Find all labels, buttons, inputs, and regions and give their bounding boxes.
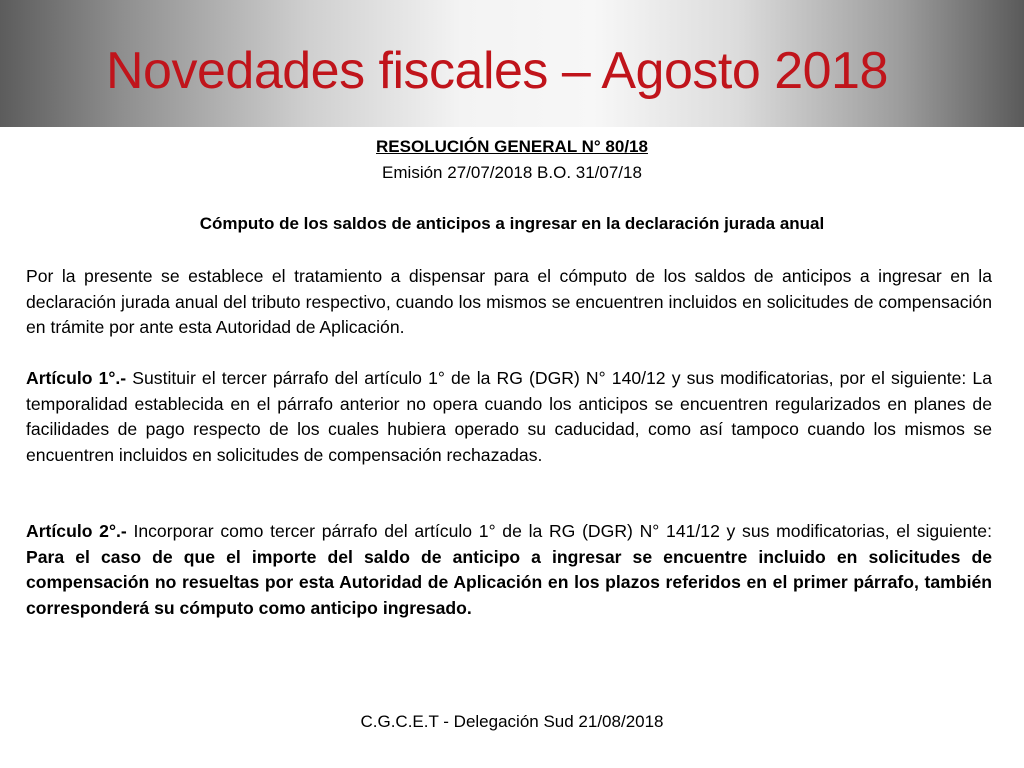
article-2-bold-text: Para el caso de que el importe del saldo de anticipo a ingresar se encuentre incluido en solicitudes de compensación no resueltas por esta Autoridad de Aplicación en los plazos referidos en el primer párrafo, también corresponderá su cómputo como anticipo ingresado.: [26, 546, 992, 618]
article-2-text: Incorporar como tercer párrafo del artículo 1° de la RG (DGR) N° 141/12 y sus modificatorias, el siguiente:: [126, 521, 992, 541]
resolution-subject: Cómputo de los saldos de anticipos a ingresar en la declaración jurada anual: [199, 214, 825, 233]
page-title: Novedades fiscales – Agosto 2018: [106, 42, 888, 100]
resolution-heading: RESOLUCIÓN GENERAL N° 80/18: [376, 137, 648, 156]
intro-paragraph: [26, 264, 992, 341]
article-2-paragraph: [26, 519, 992, 621]
article-1-paragraph: [26, 366, 992, 468]
footer-credit: C.G.C.E.T - Delegación Sud 21/08/2018: [360, 712, 664, 731]
article-1-label: Artículo 1°.-: [26, 368, 127, 388]
header-banner: [0, 0, 1024, 127]
intro-text: Por la presente se establece el tratamiento a dispensar para el cómputo de los saldos de anticipos a ingresar en la declaración jurada anual del tributo respectivo, cuando los mismos se encuentren incluidos en solicitudes de compensación en trámite por ante esta Autoridad de Aplicación.: [26, 266, 992, 337]
resolution-emission-date: Emisión 27/07/2018 B.O. 31/07/18: [382, 163, 642, 182]
article-1-text: Sustituir el tercer párrafo del artículo 1° de la RG (DGR) N° 140/12 y sus modificatorias, por el siguiente: La temporalidad establecida en el párrafo anterior no opera cuando los anticipos se encuentren regularizados en planes de facilidades de pago respecto de los cuales hubiera operado su caducidad, como así tampoco cuando los mismos se encuentren incluidos en solicitudes de compensación rechazadas.: [26, 368, 992, 465]
article-2-label: Artículo 2°.-: [26, 521, 127, 541]
